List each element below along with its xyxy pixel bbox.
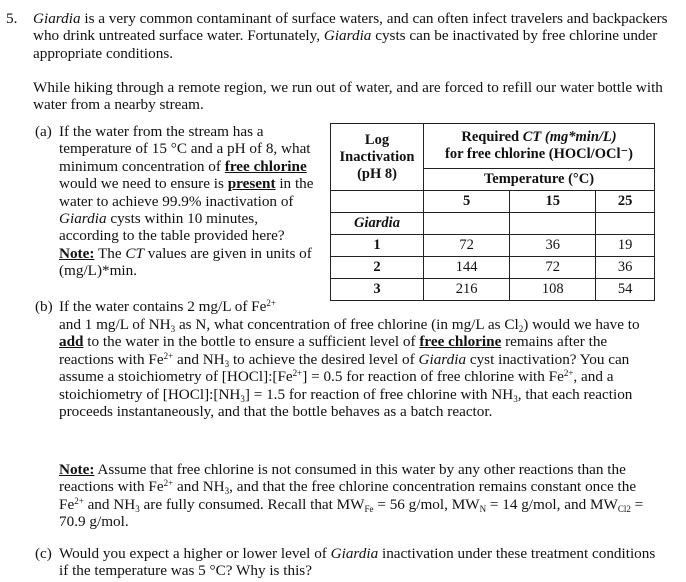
required-ct-header: Required CT (mg*min/L) for free chlorine (HOCl/OCl⁻) — [424, 124, 655, 169]
part-a-text: If the water from the stream has a temperature of 15 °C and a pH of 8, what minimum concentration of free chlorine would we need to ensure is present in the water to achieve 99.9% inactivation of Giardia cysts within 10 minutes, according to the table provided here? Note: The CT values are given in units of (mg/L)*min. — [59, 123, 314, 280]
empty-cell — [331, 191, 424, 213]
ct-value: 72 — [510, 257, 596, 279]
part-b-text: and 1 mg/L of $NH_3$ as N, what concentration of free chlorine (in mg/L as $Cl_2$) would we have to add to the water in the bottle to ensure a sufficient level of free chlorine remains after the reactions with $Fe^{2+}$ and $NH_3$ to achieve the desired level of Giardia cyst inactivation? You can assume a stoichiometry of $[HOCl]:[Fe^{2+}] = 0.5$ for reaction of free chlorine with $Fe^{2+}$, and a stoichiometry of $[HOCl]:[NH_3] = 1.5$ for reaction of free chlorine with $NH_3$, that each reaction proceeds instantaneously, and that the bottle behaves as a batch reactor. — [59, 316, 640, 421]
part-c-text: Would you expect a higher or lower level of Giardia inactivation under these treatment conditions if the temperature was 5 °C? Why is this? — [59, 545, 656, 580]
ct-value: 36 — [596, 257, 655, 279]
table-cell — [596, 213, 655, 235]
log-inactivation-header: Log Inactivation (pH 8) — [331, 124, 424, 191]
part-c-label: (c) — [35, 545, 52, 562]
ct-value: 108 — [510, 279, 596, 301]
ct-value: 144 — [424, 257, 510, 279]
problem-number: 5. — [6, 10, 18, 27]
temp-15: 15 — [510, 191, 596, 213]
table-row — [331, 257, 655, 279]
scenario-paragraph: While hiking through a remote region, we run out of water, and are forced to refill our water bottle with water from a nearby stream. — [33, 79, 663, 114]
ct-value: 216 — [424, 279, 510, 301]
note-paragraph: Note: Assume that free chlorine is not consumed in this water by any other reactions than the reactions with $Fe^{2+}$ and $NH_3$, and that the free chlorine concentration remains constant once the $Fe^{2+}$ and $NH_3$ are fully consumed. Recall that $MW_{Fe} = 56$ g/mol, $MW_N = 14$ g/mol, and $MW_{Cl2} = 70.9$ g/mol. — [59, 461, 644, 531]
part-a-label: (a) — [35, 123, 52, 140]
temp-5: 5 — [424, 191, 510, 213]
table-row — [331, 279, 655, 301]
intro-paragraph: Giardia is a very common contaminant of surface waters, and can often infect travelers and backpackers who drink untreated surface water. Fortunately, Giardia cysts can be inactivated by free chlorine under appropriate conditions. — [33, 10, 668, 62]
table-row — [331, 235, 655, 257]
part-b-label: (b) — [35, 298, 53, 315]
log-value: 3 — [331, 279, 424, 301]
log-value: 2 — [331, 257, 424, 279]
temp-25: 25 — [596, 191, 655, 213]
ct-value: 54 — [596, 279, 655, 301]
table-cell — [510, 213, 596, 235]
table-cell — [424, 213, 510, 235]
log-value: 1 — [331, 235, 424, 257]
ct-table — [330, 123, 655, 301]
organism-cell: Giardia — [331, 213, 424, 235]
part-b-first-line: If the water contains 2 mg/L of $Fe^{2+}$ — [59, 298, 276, 315]
temperature-header: Temperature (°C) — [424, 169, 655, 191]
ct-value: 36 — [510, 235, 596, 257]
ct-value: 72 — [424, 235, 510, 257]
ct-value: 19 — [596, 235, 655, 257]
